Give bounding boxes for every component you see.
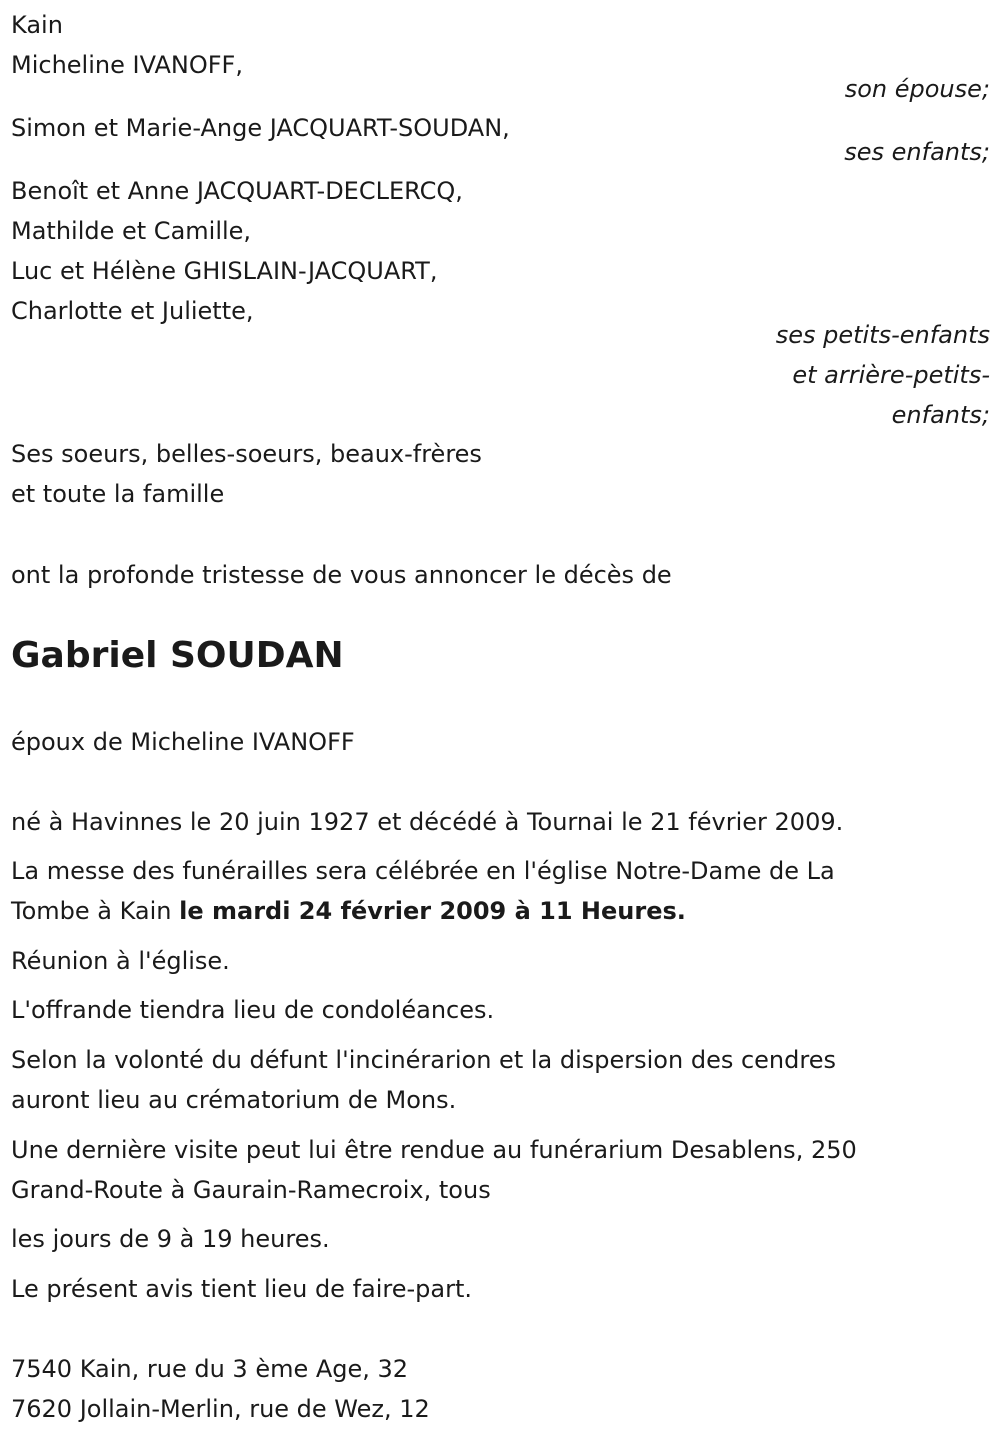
mass-date-time: le mardi 24 février 2009 à 11 Heures. (179, 897, 686, 925)
meeting-line: Réunion à l'église. (11, 947, 230, 975)
grandchildren-line: Mathilde et Camille, (11, 217, 252, 245)
spouse-of-line: époux de Micheline IVANOFF (11, 728, 355, 756)
children-role: ses enfants; (844, 138, 990, 166)
grandchildren-role: enfants; (891, 401, 990, 429)
grandchildren-line: Luc et Hélène GHISLAIN-JACQUART, (11, 257, 438, 285)
mass-line (11, 891, 686, 931)
offering-line: L'offrande tiendra lieu de condoléances. (11, 996, 495, 1024)
notice-line: Le présent avis tient lieu de faire-part. (11, 1275, 473, 1303)
deceased-name: Gabriel SOUDAN (11, 635, 344, 676)
address-line: 7540 Kain, rue du 3 ème Age, 32 (11, 1355, 409, 1383)
visit-hours-line: les jours de 9 à 19 heures. (11, 1225, 330, 1253)
mass-place: Tombe à Kain (11, 897, 180, 925)
extended-family-line: et toute la famille (11, 480, 225, 508)
grandchildren-role: ses petits-enfants (775, 321, 990, 349)
birth-death-line: né à Havinnes le 20 juin 1927 et décédé à Tournai le 21 février 2009. (11, 808, 844, 836)
cremation-line: Selon la volonté du défunt l'incinérarion et la dispersion des cendres (11, 1046, 836, 1074)
extended-family-line: Ses soeurs, belles-soeurs, beaux-frères (11, 440, 482, 468)
children-names: Simon et Marie-Ange JACQUART-SOUDAN, (11, 114, 510, 142)
spouse-role: son épouse; (844, 75, 990, 103)
spouse-name: Micheline IVANOFF, (11, 51, 243, 79)
visit-line: Une dernière visite peut lui être rendue au funérarium Desablens, 250 (11, 1136, 857, 1164)
mass-line: La messe des funérailles sera célébrée en l'église Notre-Dame de La (11, 857, 835, 885)
grandchildren-line: Benoît et Anne JACQUART-DECLERCQ, (11, 177, 463, 205)
visit-line: Grand-Route à Gaurain-Ramecroix, tous (11, 1176, 491, 1204)
address-line: 7620 Jollain-Merlin, rue de Wez, 12 (11, 1395, 430, 1423)
grandchildren-line: Charlotte et Juliette, (11, 297, 254, 325)
announcement-text: ont la profonde tristesse de vous annoncer le décès de (11, 561, 672, 589)
cremation-line: auront lieu au crématorium de Mons. (11, 1086, 457, 1114)
grandchildren-role: et arrière-petits- (792, 361, 990, 389)
location-header: Kain (11, 11, 63, 39)
